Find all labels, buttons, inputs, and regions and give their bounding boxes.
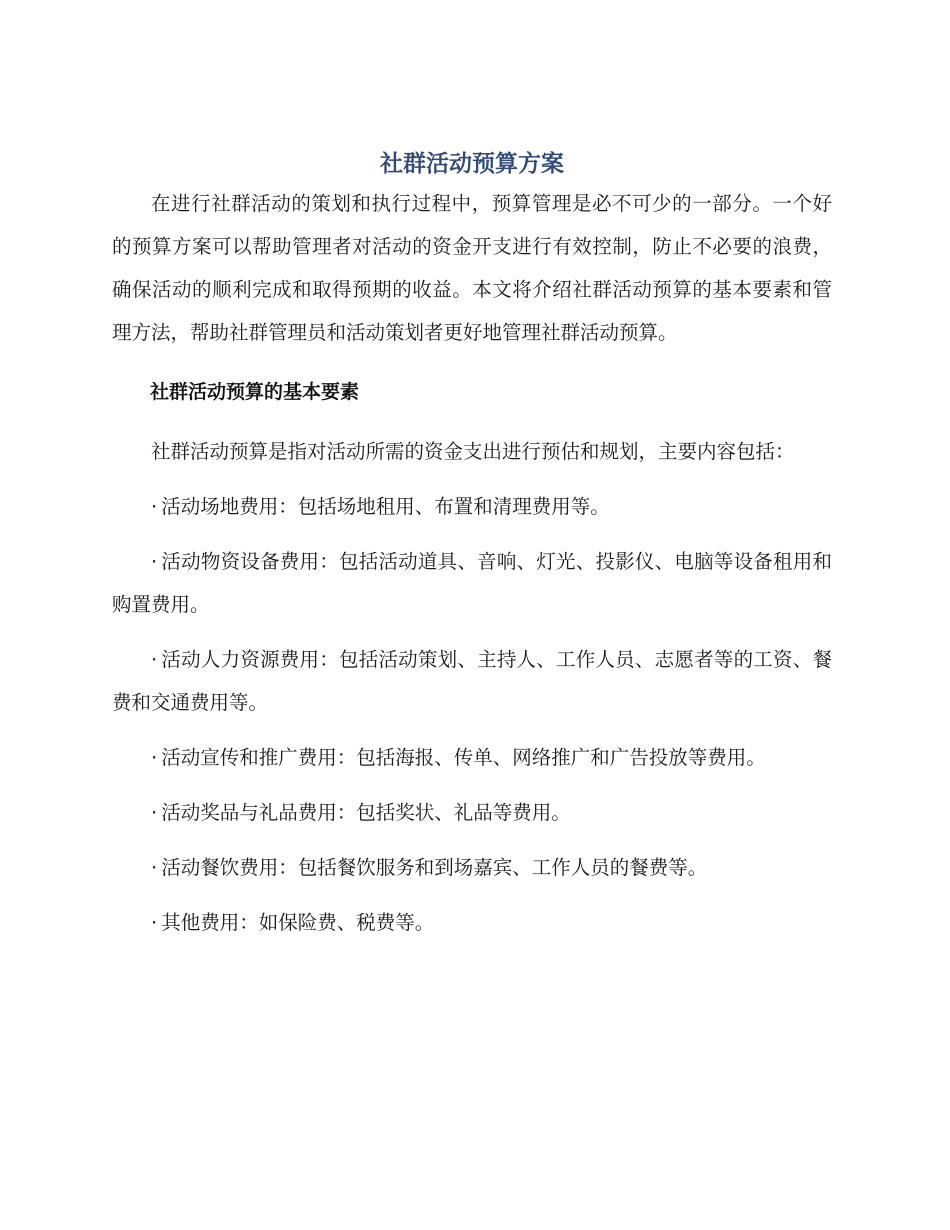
list-item bbox=[112, 791, 832, 834]
bullet-icon: · bbox=[151, 550, 158, 573]
section-lead-paragraph: 社群活动预算是指对活动所需的资金支出进行预估和规划，主要内容包括： bbox=[151, 440, 795, 463]
bullet-icon: · bbox=[151, 911, 158, 934]
list-item bbox=[112, 638, 832, 724]
document-title: 社群活动预算方案 bbox=[380, 151, 564, 177]
list-item bbox=[112, 540, 832, 626]
list-item-text: 其他费用：如保险费、税费等。 bbox=[161, 911, 435, 934]
bullet-icon: · bbox=[151, 495, 158, 518]
list-item bbox=[112, 901, 832, 944]
bullet-icon: · bbox=[151, 648, 158, 671]
document-body bbox=[112, 146, 832, 944]
list-item-text: 活动奖品与礼品费用：包括奖状、礼品等费用。 bbox=[161, 801, 571, 824]
list-item bbox=[112, 485, 832, 528]
list-item-text: 活动餐饮费用：包括餐饮服务和到场嘉宾、工作人员的餐费等。 bbox=[161, 856, 708, 879]
bullet-icon: · bbox=[151, 856, 158, 879]
list-item bbox=[112, 846, 832, 889]
bullet-icon: · bbox=[151, 801, 158, 824]
list-item bbox=[112, 736, 832, 779]
list-item-text: 活动物资设备费用：包括活动道具、音响、灯光、投影仪、电脑等设备租用和购置费用。 bbox=[112, 550, 832, 616]
budget-items-list bbox=[112, 485, 832, 944]
list-item-text: 活动宣传和推广费用：包括海报、传单、网络推广和广告投放等费用。 bbox=[161, 746, 766, 769]
list-item-text: 活动场地费用：包括场地租用、布置和清理费用等。 bbox=[161, 495, 610, 518]
intro-paragraph: 在进行社群活动的策划和执行过程中，预算管理是必不可少的一部分。一个好的预算方案可以帮助管理者对活动的资金开支进行有效控制，防止不必要的浪费，确保活动的顺利完成和取得预期的收益。本文将介绍社群活动预算的基本要素和管理方法，帮助社群管理员和活动策划者更好地管理社群活动预算。 bbox=[112, 192, 832, 344]
bullet-icon: · bbox=[151, 746, 158, 769]
list-item-text: 活动人力资源费用：包括活动策划、主持人、工作人员、志愿者等的工资、餐费和交通费用等。 bbox=[112, 648, 832, 714]
section-heading: 社群活动预算的基本要素 bbox=[150, 381, 360, 403]
